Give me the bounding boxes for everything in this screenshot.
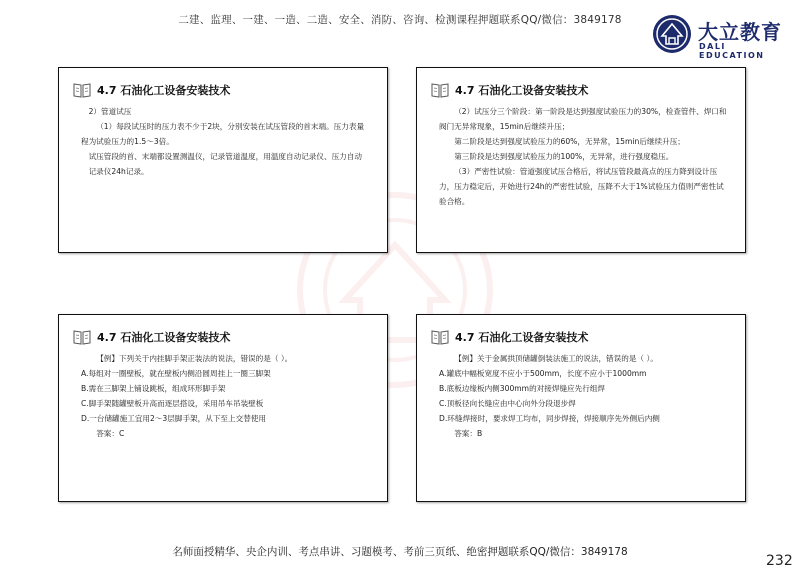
- book-icon: [73, 82, 91, 98]
- slide-3: [58, 314, 388, 502]
- slide-2: [416, 67, 746, 253]
- slide-line: A.每组对一圈壁板，就在壁板内侧沿圆周挂上一圈三脚架: [81, 369, 271, 378]
- slide-line: （3）严密性试验：管道强度试压合格后，将试压管段最高点的压力降到设计压力，压力稳定后，开始进行24h的严密性试验，压降不大于1%试验压力值则严密性试验合格。: [439, 167, 724, 206]
- footer-text: 名师面授精华、央企内训、考点串讲、习题模考、考前三页纸、绝密押题联系QQ/微信：3849178: [172, 546, 628, 558]
- logo-subtitle: DALI EDUCATION: [699, 42, 765, 60]
- header-text: 二建、监理、一建、一造、二造、安全、消防、咨询、检测课程押题联系QQ/微信：3849178: [178, 14, 622, 26]
- slide-body: [439, 351, 727, 441]
- slide-line: D.一台储罐施工宜用2～3层脚手架，从下至上交替使用: [81, 414, 266, 423]
- slide-title: 4.7 石油化工设备安装技术: [97, 331, 231, 344]
- answer-line: 答案：B: [454, 429, 483, 438]
- answer-line: 答案：C: [96, 429, 125, 438]
- slide-line: B.底板边缘板内侧300mm的对接焊缝应先行组焊: [439, 384, 606, 393]
- slide-line: 第三阶段是达到强度试验压力的100%，无异常，进行强度稳压。: [454, 152, 674, 161]
- book-icon: [431, 82, 449, 98]
- logo-name: 大立教育: [698, 20, 782, 44]
- book-icon: [431, 329, 449, 345]
- page-number: 232: [766, 553, 793, 569]
- slide-line: 【例】下列关于内挂脚手架正装法的说法，错误的是（ ）。: [96, 354, 293, 363]
- slide-line: C.脚手架随罐壁板升高而逐层搭设，采用吊车吊装壁板: [81, 399, 264, 408]
- slide-body: [81, 104, 369, 179]
- slide-line: C.顶板径向长缝应由中心向外分段退步焊: [439, 399, 576, 408]
- slide-line: 第二阶段是达到强度试验压力的60%，无异常，15min后继续升压；: [454, 137, 685, 146]
- slide-line: 【例】关于金属拱顶储罐倒装法施工的说法，错误的是（ ）。: [454, 354, 658, 363]
- slide-title: 4.7 石油化工设备安装技术: [455, 331, 589, 344]
- slide-line: 2）管道试压: [88, 107, 132, 116]
- slide-body: [439, 104, 727, 209]
- slide-line: B.需在三脚架上铺设跳板，组成环形脚手架: [81, 384, 226, 393]
- slide-line: D.环缝焊接时，要求焊工均布，同步焊接，焊接顺序先外侧后内侧: [439, 414, 660, 423]
- slide-title: 4.7 石油化工设备安装技术: [97, 84, 231, 97]
- book-icon: [73, 329, 91, 345]
- slide-line: 试压管段的首、末端都设置测温仪，记录管道温度，用温度自动记录仪、压力自动记录仪24h记录。: [88, 152, 362, 176]
- slide-line: （1）每段试压时的压力表不少于2块，分别安装在试压管段的首末端。压力表量程为试验压力的1.5～3倍。: [81, 122, 365, 146]
- slide-4: [416, 314, 746, 502]
- dali-emblem-icon: [652, 14, 692, 54]
- slide-1: [58, 67, 388, 253]
- slide-title: 4.7 石油化工设备安装技术: [455, 84, 589, 97]
- slide-line: A.罐底中幅板宽度不应小于500mm，长度不应小于1000mm: [439, 369, 647, 378]
- slide-line: （2）试压分三个阶段：第一阶段是达到强度试验压力的30%，检查管件、焊口和阀门无异常现象，15min后继续升压；: [439, 107, 727, 131]
- slide-body: [81, 351, 369, 441]
- dali-logo: [652, 14, 782, 60]
